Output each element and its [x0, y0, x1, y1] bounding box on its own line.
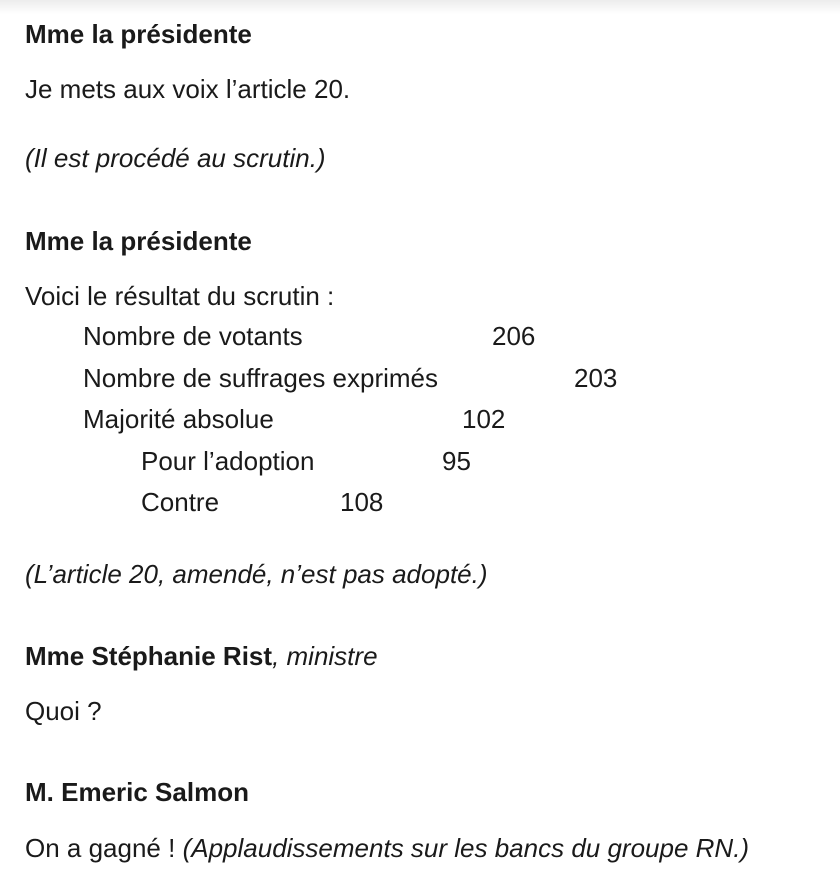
- speaker-name: Mme Stéphanie Rist: [25, 641, 273, 671]
- result-value: 206: [492, 321, 536, 351]
- speaker-name: Mme la présidente: [25, 226, 252, 256]
- speech-text: On a gagné !: [25, 833, 176, 863]
- result-value: 95: [442, 446, 471, 476]
- result-value: 203: [574, 363, 618, 393]
- result-value: 108: [340, 487, 384, 517]
- result-label: Pour l’adoption: [141, 446, 315, 476]
- speaker-name: Mme la présidente: [25, 19, 252, 49]
- stage-direction: (L’article 20, amendé, n’est pas adopté.): [25, 559, 488, 589]
- result-label: Contre: [141, 487, 220, 517]
- stage-direction: (Il est procédé au scrutin.): [25, 143, 326, 173]
- result-label: Nombre de votants: [83, 321, 303, 351]
- speech-text: Voici le résultat du scrutin :: [25, 281, 335, 311]
- stage-direction: (Applaudissements sur les bancs du groupe RN.): [182, 833, 750, 863]
- speaker-line: [25, 640, 378, 672]
- result-label: Nombre de suffrages exprimés: [83, 363, 439, 393]
- top-shadow: [0, 0, 840, 14]
- result-label: Majorité absolue: [83, 404, 274, 434]
- speaker-role: , ministre: [272, 641, 378, 671]
- speech-text: Je mets aux voix l’article 20.: [25, 74, 351, 104]
- speech-text: Quoi ?: [25, 696, 102, 726]
- result-value: 102: [462, 404, 506, 434]
- speech-line: [25, 832, 749, 864]
- speaker-name: M. Emeric Salmon: [25, 777, 249, 807]
